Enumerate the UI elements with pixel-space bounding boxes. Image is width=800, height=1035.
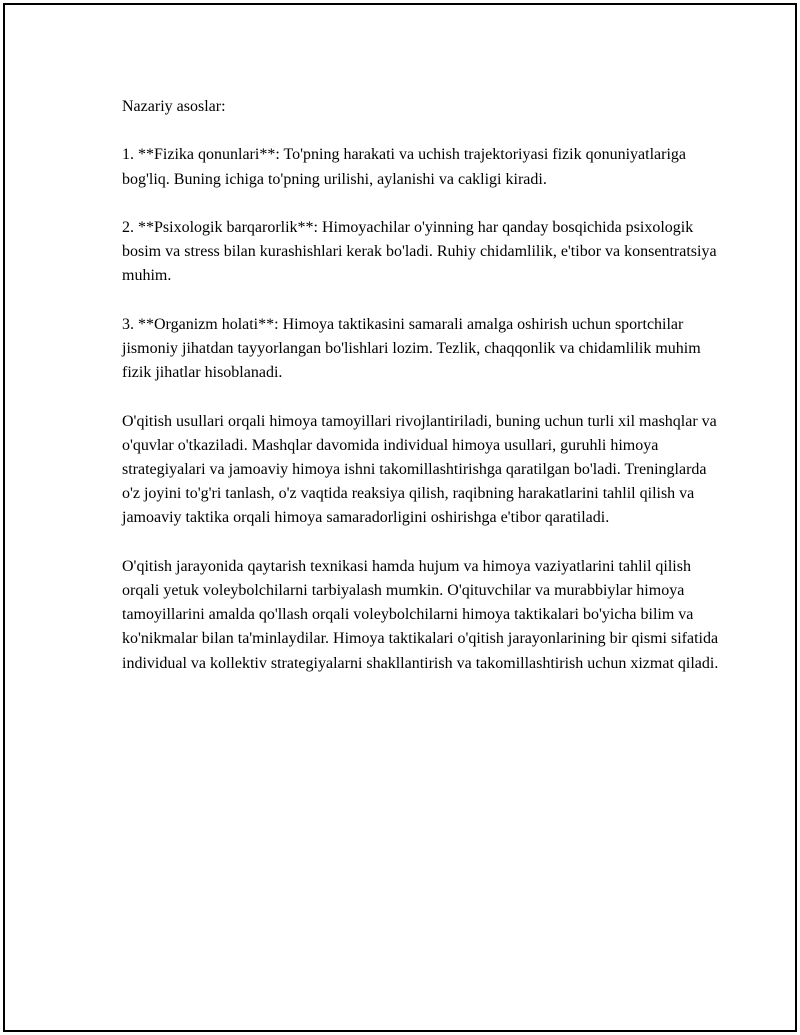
page-frame	[3, 3, 797, 1032]
document-heading: Nazariy asoslar:	[122, 98, 226, 115]
paragraph-training-methods: O'qitish usullari orqali himoya tamoyillari rivojlantiriladi, buning uchun turli xil mashqlar va o'quvlar o'tkaziladi. Mashqlar davomida individual himoya usullari, guruhli himoya strategiyalari va jamoaviy himoya ishni takomillashtirishga qaratilgan bo'ladi. Treninglarda o'z joyini to'g'ri tanlash, o'z vaqtida reaksiya qilish, raqibning harakatlarini tahlil qilish va jamoaviy taktika orqali himoya samaradorligini oshirishga e'tibor qaratiladi.	[122, 412, 717, 527]
paragraph-body-condition: 3. **Organizm holati**: Himoya taktikasini samarali amalga oshirish uchun sportchilar jismoniy jihatdan tayyorlangan bo'lishlari lozim. Tezlik, chaqqonlik va chidamlilik muhim fizik jihatlar hisoblanadi.	[122, 315, 701, 382]
paragraph-psychological-stability: 2. **Psixologik barqarorlik**: Himoyachilar o'yinning har qanday bosqichida psixologik bosim va stress bilan kurashishlari kerak bo'ladi. Ruhiy chidamlilik, e'tibor va konsentratsiya muhim.	[122, 218, 717, 285]
document-body	[122, 95, 722, 676]
paragraph-physics-laws: 1. **Fizika qonunlari**: To'pning harakati va uchish trajektoriyasi fizik qonuniyatlariga bog'liq. Buning ichiga to'pning urilishi, aylanishi va cakligi kiradi.	[122, 146, 686, 188]
paragraph-training-process: O'qitish jarayonida qaytarish texnikasi hamda hujum va himoya vaziyatlarini tahlil qilish orqali yetuk voleybolchilarni tarbiyalash mumkin. O'qituvchilar va murabbiylar himoya tamoyillarini amalda qo'llash orqali voleybolchilarni himoya taktikalari bo'yicha bilim va ko'nikmalar bilan ta'minlaydilar. Himoya taktikalari o'qitish jarayonlarining bir qismi sifatida individual va kollektiv strategiyalarni shakllantirish va takomillashtirish uchun xizmat qiladi.	[122, 557, 719, 672]
